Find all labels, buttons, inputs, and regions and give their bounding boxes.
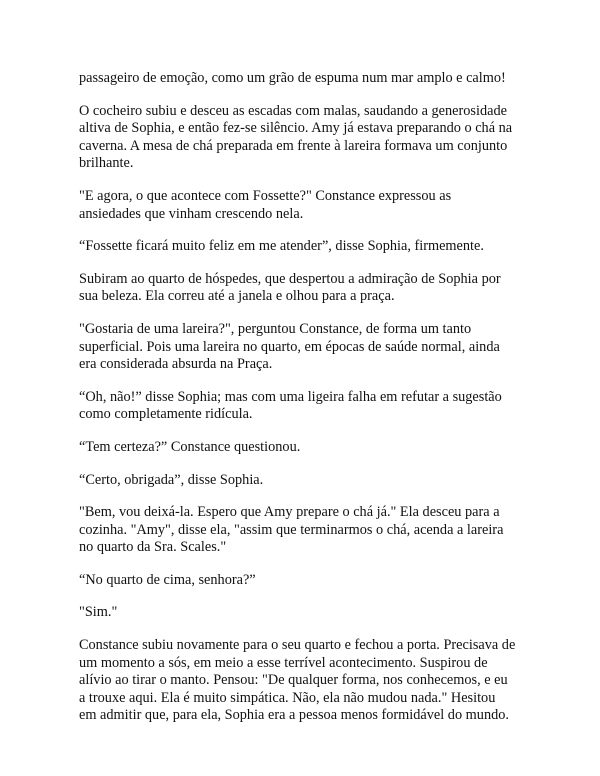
text-line: “Oh, não!” disse Sophia; mas com uma ligeira falha em refutar a sugestão	[79, 388, 502, 405]
text-line: "Gostaria de uma lareira?", perguntou Constance, de forma um tanto	[79, 320, 472, 337]
text-line: “Tem certeza?” Constance questionou.	[79, 438, 301, 455]
paragraph-6	[79, 321, 531, 374]
text-line: “Fossette ficará muito feliz em me atender”, disse Sophia, firmemente.	[79, 238, 484, 255]
paragraph-7	[79, 389, 531, 424]
text-line: altiva de Sophia, e então fez-se silêncio. Amy já estava preparando o chá na	[79, 120, 513, 137]
paragraph-2	[79, 103, 531, 173]
text-line: era considerada absurda na Praça.	[79, 356, 273, 373]
paragraph-3	[79, 188, 531, 223]
text-line: como completamente ridícula.	[79, 406, 253, 423]
text-line: ansiedades que vinham crescendo nela.	[79, 205, 304, 222]
text-line: cozinha. "Amy", disse ela, "assim que terminarmos o chá, acenda a lareira	[79, 521, 504, 538]
text-line: sua beleza. Ela correu até a janela e olhou para a praça.	[79, 288, 395, 305]
text-line: “Certo, obrigada”, disse Sophia.	[79, 471, 264, 488]
text-line: um momento a sós, em meio a esse terrível acontecimento. Suspirou de	[79, 654, 488, 671]
paragraph-8	[79, 439, 531, 457]
paragraph-9	[79, 472, 531, 490]
text-line: "Sim."	[79, 604, 118, 621]
text-line: alívio ao tirar o manto. Pensou: "De qualquer forma, nos conhecemos, e eu	[79, 672, 508, 689]
text-line: Constance subiu novamente para o seu quarto e fechou a porta. Precisava de	[79, 637, 516, 654]
text-line: Subiram ao quarto de hóspedes, que despertou a admiração de Sophia por	[79, 270, 501, 287]
text-line: a trouxe aqui. Ela é muito simpática. Não, ela não mudou nada." Hesitou	[79, 689, 496, 706]
text-line: O cocheiro subiu e desceu as escadas com malas, saudando a generosidade	[79, 102, 507, 119]
document-page	[79, 70, 531, 740]
text-line: superficial. Pois uma lareira no quarto, em épocas de saúde normal, ainda	[79, 338, 500, 355]
paragraph-4	[79, 238, 531, 256]
text-line: em admitir que, para ela, Sophia era a pessoa menos formidável do mundo.	[79, 707, 509, 724]
text-line: brilhante.	[79, 155, 134, 172]
text-line: "E agora, o que acontece com Fossette?" Constance expressou as	[79, 187, 452, 204]
text-line: “No quarto de cima, senhora?”	[79, 571, 256, 588]
paragraph-11	[79, 572, 531, 590]
paragraph-5	[79, 271, 531, 306]
paragraph-12	[79, 604, 531, 622]
paragraph-13	[79, 637, 531, 725]
text-line: passageiro de emoção, como um grão de espuma num mar amplo e calmo!	[79, 70, 506, 86]
paragraph-10	[79, 504, 531, 557]
text-line: no quarto da Sra. Scales."	[79, 539, 227, 556]
text-line: "Bem, vou deixá-la. Espero que Amy prepare o chá já." Ela desceu para a	[79, 504, 500, 521]
paragraph-1	[79, 70, 531, 88]
text-line: caverna. A mesa de chá preparada em frente à lareira formava um conjunto	[79, 137, 508, 154]
